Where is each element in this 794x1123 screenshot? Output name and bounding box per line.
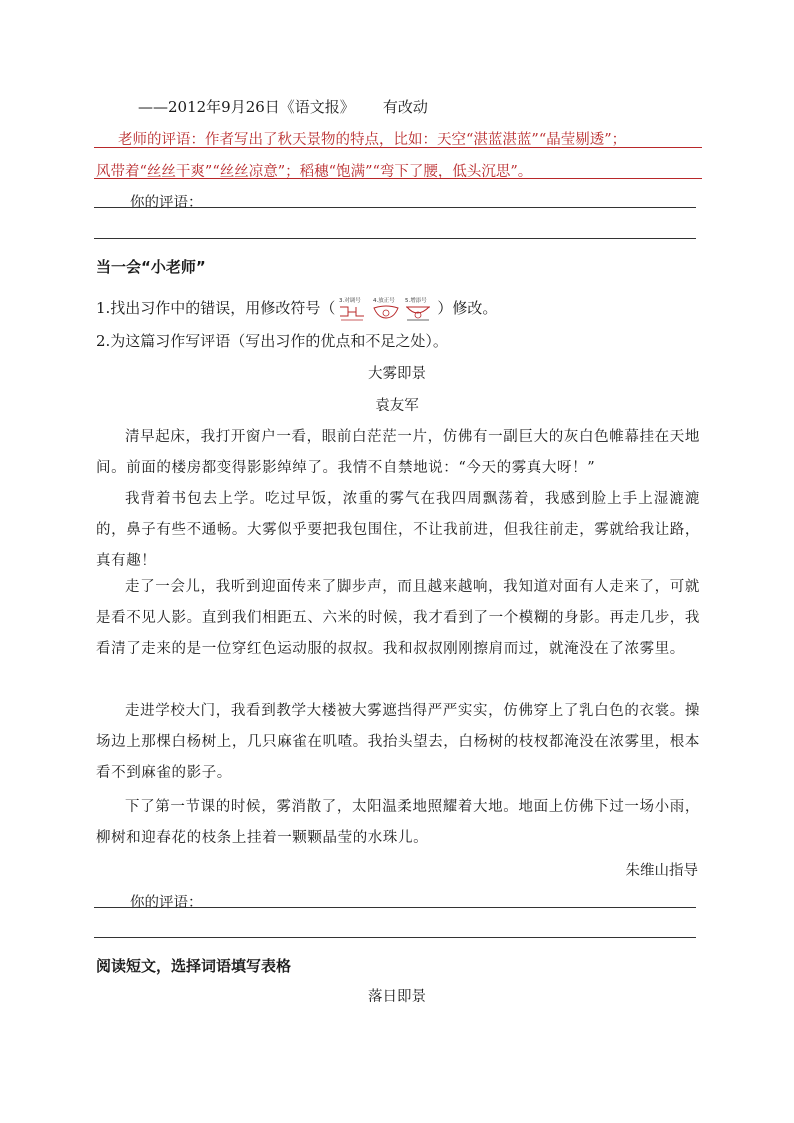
your-comment-label-2: 你的评语： <box>130 895 203 911</box>
reading-title: 落日即景 <box>368 989 426 1005</box>
comment-answer-line-1[interactable] <box>94 207 696 208</box>
source-text: ——2012年9月26日《语文报》 <box>138 98 355 116</box>
symbol-3-label: 3.对调号 <box>339 298 362 304</box>
essay-paragraph-4: 走进学校大门，我看到教学大楼被大雾遮挡得严严实实，仿佛穿上了乳白色的衣裳。操场边上那棵白杨树上，几只麻雀在叽喳。我抬头望去，白杨树的枝杈都淹没在浓雾里，根本看不到麻雀的影子。 <box>96 703 700 781</box>
source-note: 有改动 <box>382 98 428 116</box>
instruction-1 <box>96 294 497 324</box>
section-heading-little-teacher: 当一会“小老师” <box>96 258 206 276</box>
section-heading-reading: 阅读短文，选择词语填写表格 <box>96 957 292 975</box>
teacher-comment-line-1: 老师的评语：作者写出了秋天景物的特点，比如：天空“湛蓝湛蓝”“晶莹剔透”； <box>118 132 627 148</box>
essay-paragraph-2: 我背着书包去上学。吃过早饭，浓重的雾气在我四周飘荡着，我感到脸上手上湿漉漉的，鼻子有些不通畅。大雾似乎要把我包围住，不让我前进，但我往前走，雾就给我让路，真有趣！ <box>96 491 700 569</box>
teacher-comment-line-2: 风带着“丝丝干爽”“丝丝凉意”；稻穗“饱满”“弯下了腰，低头沉思”。 <box>96 164 533 180</box>
comment-answer-line-2[interactable] <box>94 238 696 239</box>
proofreading-symbols <box>337 294 435 324</box>
teacher-comment-underline-2 <box>94 178 702 179</box>
instruction-2: 2.为这篇习作写评语（写出习作的优点和不足之处）。 <box>96 332 448 350</box>
essay-title: 大雾即景 <box>368 366 426 382</box>
your-comment-label-1: 你的评语： <box>130 195 203 211</box>
comment-answer-line-4[interactable] <box>94 937 696 938</box>
instruction-1-after: ）修改。 <box>437 299 498 317</box>
source-line <box>138 96 428 117</box>
comment-answer-line-3[interactable] <box>94 907 696 908</box>
essay-paragraph-1: 清早起床，我打开窗户一看，眼前白茫茫一片，仿佛有一副巨大的灰白色帷幕挂在天地间。前面的楼房都变得影影绰绰了。我情不自禁地说：“今天的雾真大呀！” <box>96 429 700 476</box>
essay-paragraph-3: 走了一会儿，我听到迎面传来了脚步声，而且越来越响，我知道对面有人走来了，可就是看不见人影。直到我们相距五、六米的时候，我才看到了一个模糊的身影。再走几步，我看清了走来的是一位穿红色运动服的叔叔。我和叔叔刚刚擦肩而过，就淹没在了浓雾里。 <box>96 579 700 657</box>
essay-author: 袁友军 <box>375 398 419 414</box>
symbol-5-label: 5.增添号 <box>405 298 428 304</box>
teacher-comment-underline-1 <box>94 147 702 148</box>
instruction-1-before: 1.找出习作中的错误，用修改符号（ <box>96 299 336 317</box>
symbol-4-label: 4.放正号 <box>373 298 396 304</box>
essay-paragraph-5: 下了第一节课的时候，雾消散了，太阳温柔地照耀着大地。地面上仿佛下过一场小雨，柳树和迎春花的枝条上挂着一颗颗晶莹的水珠儿。 <box>96 799 700 846</box>
essay-signature: 朱维山指导 <box>625 863 698 879</box>
proofreading-symbols-icon <box>337 294 435 324</box>
